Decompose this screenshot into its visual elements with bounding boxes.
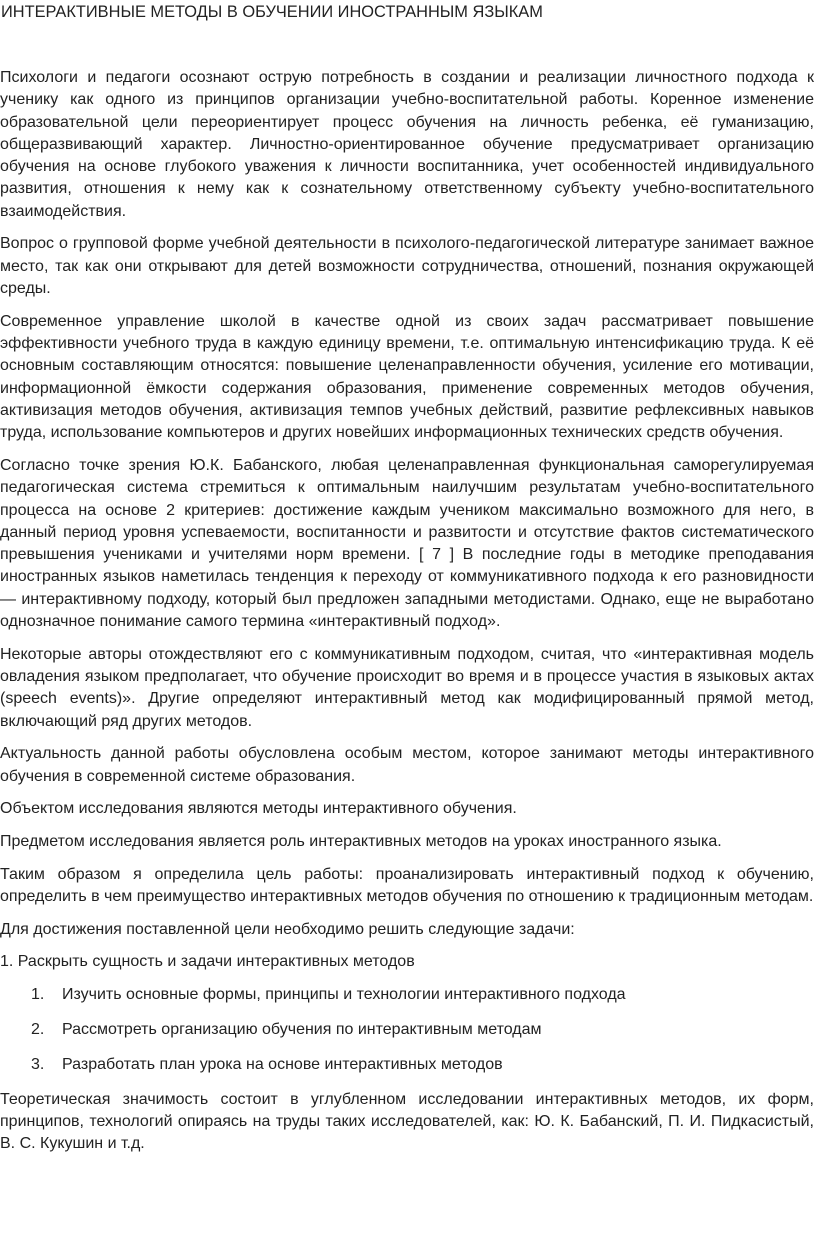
task-list	[0, 984, 814, 1076]
paragraph-task-one: 1. Раскрыть сущность и задачи интерактивных методов	[0, 953, 415, 971]
document-title: ИНТЕРАКТИВНЫЕ МЕТОДЫ В ОБУЧЕНИИ ИНОСТРАННЫМ ЯЗЫКАМ	[1, 3, 543, 21]
paragraph-some-authors: Некоторые авторы отождествляют его с коммуникативным подходом, считая, что «интерактивная модель овладения языком предполагает, что обучение происходит во время и в процессе участия в языковых актах (speech events)». Другие определяют интерактивный метод как модифицированный прямой метод, включающий ряд других методов.	[0, 645, 814, 730]
list-item	[0, 1019, 814, 1041]
paragraph-group-form: Вопрос о групповой форме учебной деятельности в психолого-педагогической литературе занимает важное место, так как они открывают для детей возможности сотрудничества, отношений, познания окружающей среды.	[0, 235, 814, 298]
list-item-number: 1.	[31, 985, 45, 1003]
document-body	[0, 67, 814, 1166]
paragraph-goal: Таким образом я определила цель работы: проанализировать интерактивный подход к обучению, определить в чем преимущество интерактивных методов обучения по отношению к традиционным методам.	[0, 865, 814, 905]
paragraph-subject: Предметом исследования является роль интерактивных методов на уроках иностранного языка.	[0, 832, 722, 850]
paragraph-object: Объектом исследования являются методы интерактивного обучения.	[0, 800, 517, 818]
list-item-number: 3.	[31, 1055, 45, 1073]
paragraph-school-management: Современное управление школой в качестве одной из своих задач рассматривает повышение эффективности учебного труда в каждую единицу времени, т.е. оптимальную интенсификацию труда. К её основным составляющим относятся: повышение целенаправленности обучения, усиление его мотивации, информационной ёмкости содержания образования, применение современных методов обучения, активизация методов обучения, активизация темпов учебных действий, развитие рефлексивных навыков труда, использование компьютеров и других новейших информационных технических средств обучения.	[0, 312, 814, 442]
list-item-number: 2.	[31, 1020, 45, 1038]
paragraph-relevance: Актуальность данной работы обусловлена особым местом, которое занимают методы интерактивного обучения в современной системе образования.	[0, 745, 814, 785]
list-item-text: Изучить основные формы, принципы и технологии интерактивного подхода	[62, 985, 626, 1003]
list-item	[0, 984, 814, 1006]
paragraph-theoretical-significance: Теоретическая значимость состоит в углубленном исследовании интерактивных методов, их форм, принципов, технологий опираясь на труды таких исследователей, как: Ю. К. Бабанский, П. И. Пидкасистый, В. С. Кукушин и т.д.	[0, 1090, 814, 1153]
paragraph-tasks-intro: Для достижения поставленной цели необходимо решить следующие задачи:	[0, 920, 575, 938]
list-item	[0, 1054, 814, 1076]
list-item-text: Разработать план урока на основе интерактивных методов	[62, 1055, 503, 1073]
paragraph-babansky: Согласно точке зрения Ю.К. Бабанского, любая целенаправленная функциональная саморегулируемая педагогическая система стремиться к оптимальным наилучшим результатам учебно-воспитательного процесса на основе 2 критериев: достижение каждым учеником максимально возможного для него, в данный период уровня успеваемости, воспитанности и развитости и отсутствие фактов систематического превышения учениками и учителями норм времени. [ 7 ] В последние годы в методике преподавания иностранных языков наметилась тенденция к переходу от коммуникативного подхода к его разновидности — интерактивному подходу, который был предложен западными методистами. Однако, еще не выработано однозначное понимание самого термина «интерактивный подход».	[0, 456, 814, 630]
paragraph-personal-approach: Психологи и педагоги осознают острую потребность в создании и реализации личностного подхода к ученику как одного из принципов организации учебно-воспитательной работы. Коренное изменение образовательной цели переориентирует процесс обучения на личность ребенка, её гуманизацию, общеразвивающий характер. Личностно-ориентированное обучение предусматривает организацию обучения на основе глубокого уважения к личности воспитанника, учет особенностей индивидуального развития, отношения к нему как к сознательному ответственному субъекту учебно-воспитательного взаимодействия.	[0, 69, 814, 220]
list-item-text: Рассмотреть организацию обучения по интерактивным методам	[62, 1020, 542, 1038]
